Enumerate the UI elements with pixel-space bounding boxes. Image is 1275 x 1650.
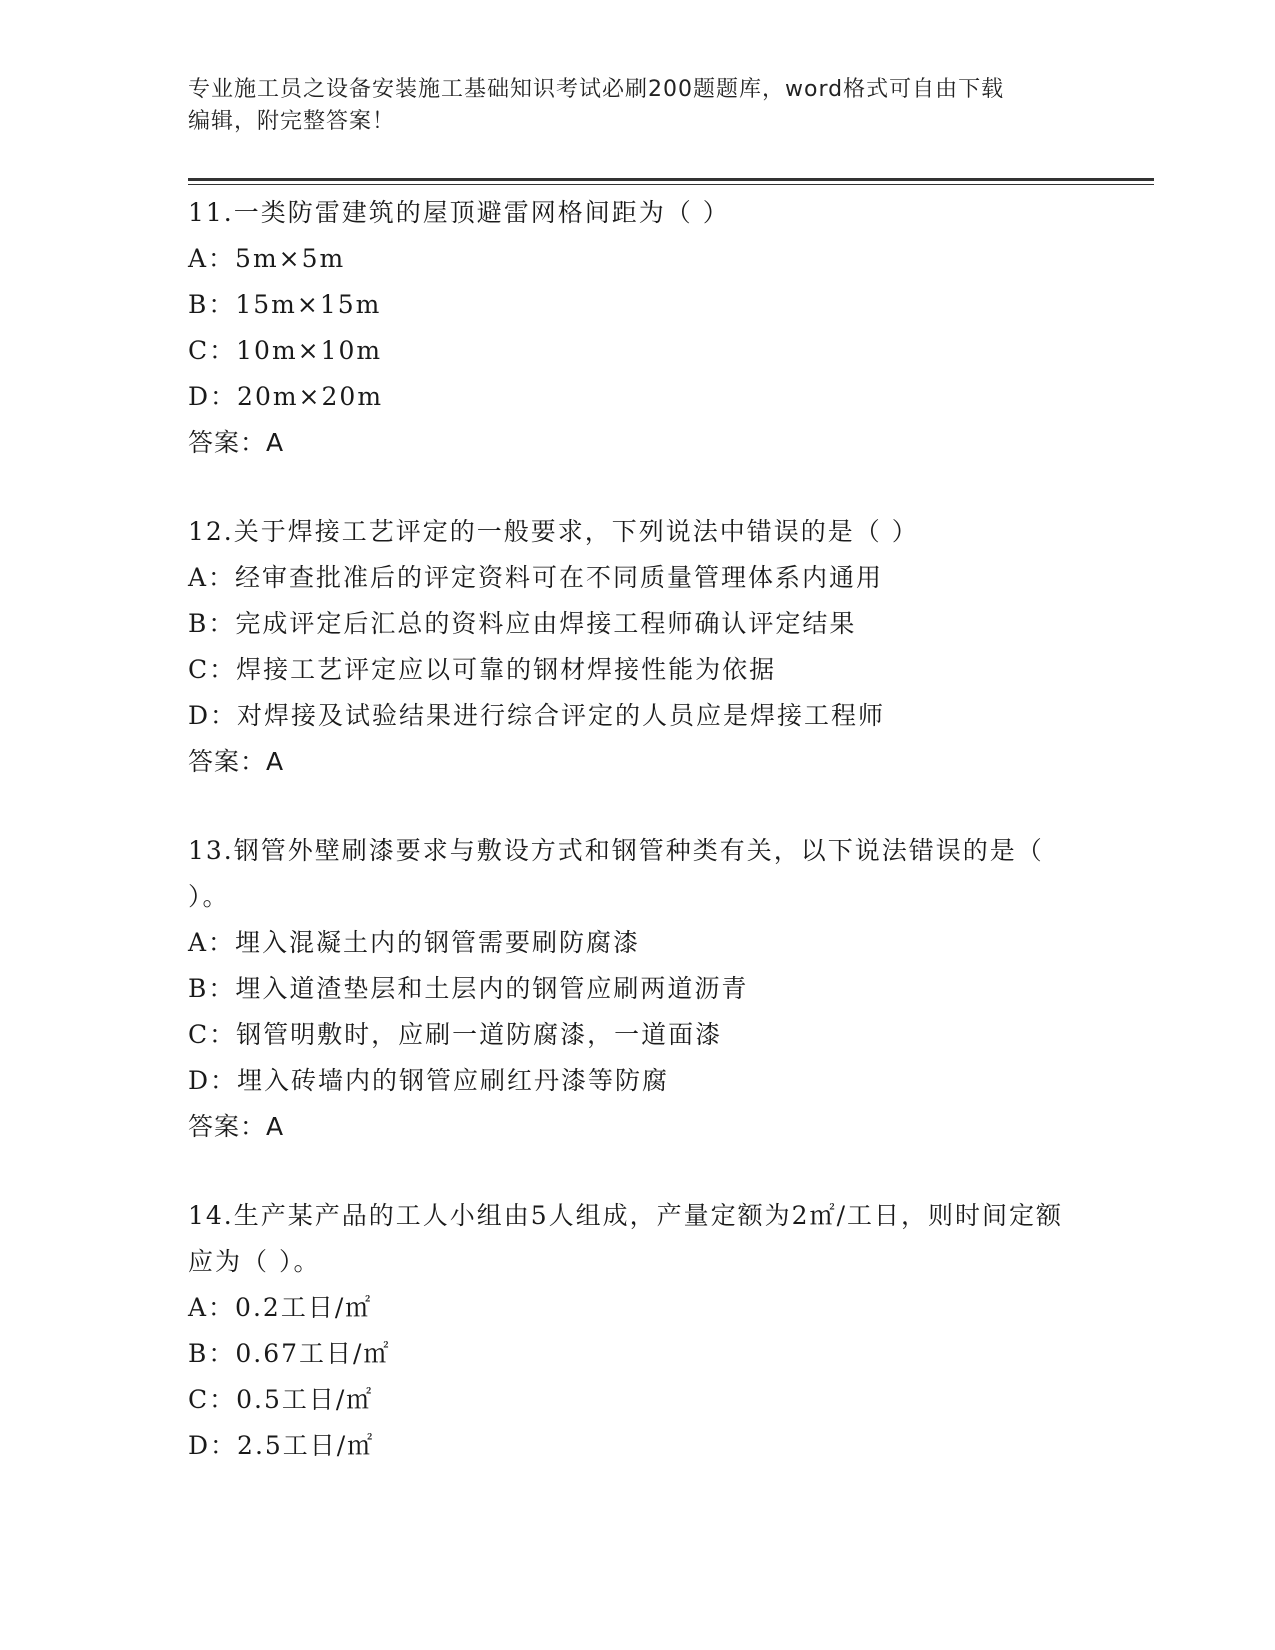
option-b: B：0.67工日/㎡ bbox=[188, 1339, 391, 1368]
option-a: A：5m×5m bbox=[188, 244, 346, 273]
option-c: C：0.5工日/㎡ bbox=[188, 1385, 374, 1414]
header-line-2: 编辑，附完整答案！ bbox=[188, 109, 396, 134]
question-text: 13.钢管外壁刷漆要求与敷设方式和钢管种类有关，以下说法错误的是（ ）。 bbox=[188, 836, 1044, 911]
option-a: A：0.2工日/㎡ bbox=[188, 1293, 373, 1322]
answer: 答案：A bbox=[188, 747, 285, 776]
header-divider-thin bbox=[188, 184, 1154, 185]
option-a: A：经审查批准后的评定资料可在不同质量管理体系内通用 bbox=[188, 563, 884, 592]
question-12 bbox=[188, 509, 1088, 785]
question-11 bbox=[188, 190, 1088, 466]
option-a: A：埋入混凝土内的钢管需要刷防腐漆 bbox=[188, 928, 641, 957]
question-14 bbox=[188, 1193, 1088, 1469]
option-b: B：埋入道渣垫层和土层内的钢管应刷两道沥青 bbox=[188, 974, 749, 1003]
option-d: D：埋入砖墙内的钢管应刷红丹漆等防腐 bbox=[188, 1066, 670, 1095]
header-divider-thick bbox=[188, 178, 1154, 181]
option-c: C：焊接工艺评定应以可靠的钢材焊接性能为依据 bbox=[188, 655, 777, 684]
question-text: 12.关于焊接工艺评定的一般要求，下列说法中错误的是（ ） bbox=[188, 517, 919, 546]
option-d: D：2.5工日/㎡ bbox=[188, 1431, 375, 1460]
header-line-1: 专业施工员之设备安装施工基础知识考试必刷200题题库，word格式可自由下载 bbox=[188, 77, 1005, 102]
option-d: D：对焊接及试验结果进行综合评定的人员应是焊接工程师 bbox=[188, 701, 886, 730]
question-list bbox=[188, 190, 1088, 1512]
question-text: 11.一类防雷建筑的屋顶避雷网格间距为（ ） bbox=[188, 198, 730, 227]
answer: 答案：A bbox=[188, 1112, 285, 1141]
question-text: 14.生产某产品的工人小组由5人组成，产量定额为2㎡/工日，则时间定额应为（ ）。 bbox=[188, 1201, 1063, 1276]
option-b: B：15m×15m bbox=[188, 290, 382, 319]
answer: 答案：A bbox=[188, 428, 285, 457]
question-13 bbox=[188, 828, 1088, 1150]
option-d: D：20m×20m bbox=[188, 382, 384, 411]
option-c: C：钢管明敷时，应刷一道防腐漆，一道面漆 bbox=[188, 1020, 723, 1049]
option-b: B：完成评定后汇总的资料应由焊接工程师确认评定结果 bbox=[188, 609, 857, 638]
document-header bbox=[188, 74, 1088, 138]
option-c: C：10m×10m bbox=[188, 336, 383, 365]
